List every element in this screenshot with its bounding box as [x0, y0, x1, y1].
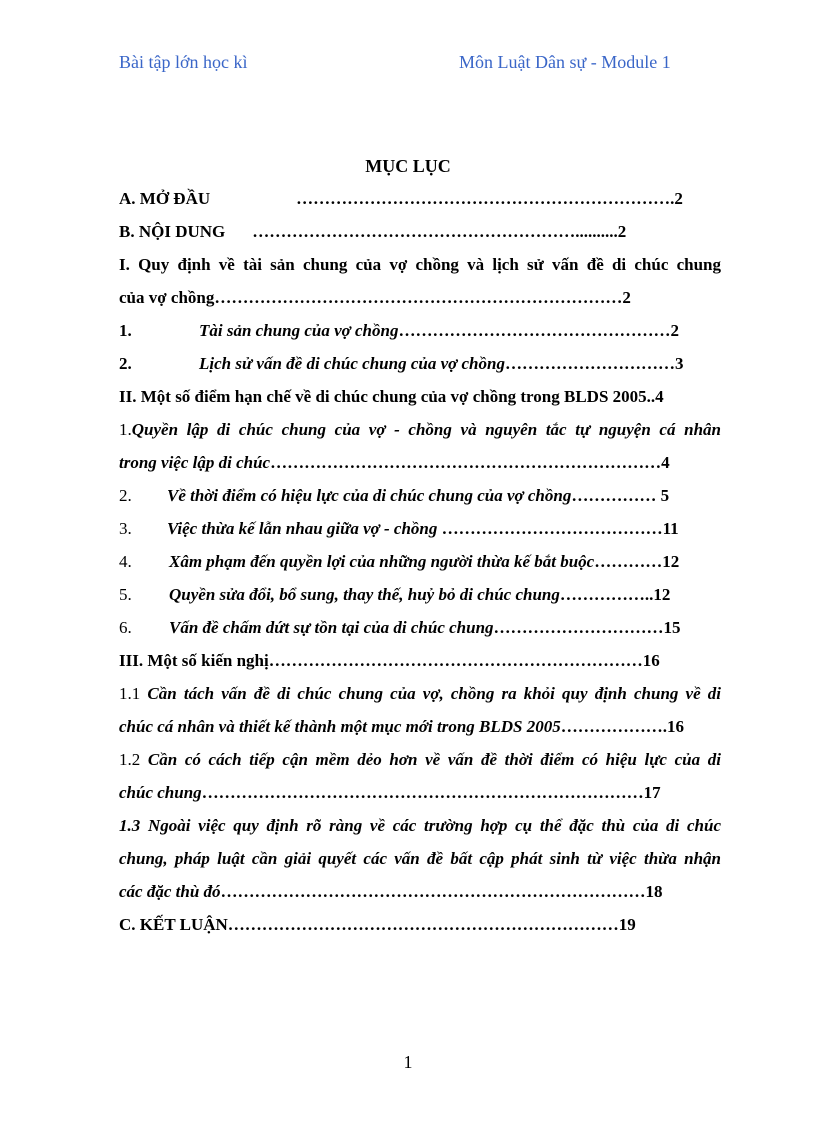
toc-page: 2 [622, 288, 631, 307]
toc-dots: ………………………………………………………………… [220, 882, 646, 901]
page-title: MỤC LỤC [365, 156, 451, 176]
toc-text: Xâm phạm đến quyền lợi của những người thừa kế bắt buộc [169, 552, 595, 571]
toc-page: 16 [642, 651, 660, 670]
toc-dots: …………………………………………………………… [227, 915, 619, 934]
toc-page: 5 [660, 486, 670, 505]
toc-dots: ………………………………… [441, 519, 663, 538]
toc-text: Quyền sửa đổi, bổ sung, thay thế, huỷ bỏ di chúc chung [169, 585, 560, 604]
toc-page: 11 [662, 519, 679, 538]
toc-num: 2. [119, 354, 132, 373]
toc-num: 6. [119, 618, 132, 637]
toc-num: 2. [119, 486, 132, 505]
toc-entry-b[interactable] [119, 215, 721, 248]
toc-dots: …………… [571, 486, 657, 505]
toc-page: 2 [617, 222, 627, 241]
toc-page: 15 [663, 618, 681, 637]
toc-dots: …………………………………………………………. [296, 189, 675, 208]
toc-entry-iii[interactable] [119, 644, 721, 677]
toc-num: 1. [119, 420, 132, 439]
header-left: Bài tập lớn học kì [119, 52, 248, 72]
toc-entry-iii-3-line2[interactable] [119, 842, 721, 875]
toc-page: 3 [674, 354, 684, 373]
toc-entry-ii-6[interactable] [119, 611, 721, 644]
toc-text: Lịch sử vấn đề di chúc chung của vợ chồng [199, 354, 505, 373]
toc-entry-ii[interactable] [119, 380, 721, 413]
toc-page: 2 [670, 321, 679, 340]
toc-text: Cần có cách tiếp cận mềm dẻo hơn về vấn đề thời điểm có hiệu lực của di [147, 750, 721, 769]
toc-label: A. MỞ ĐẦU [119, 189, 211, 208]
table-of-contents [119, 182, 721, 941]
toc-page: 4 [661, 453, 670, 472]
toc-num: 3. [119, 519, 132, 538]
toc-dots: …………………………………………………………………… [201, 783, 644, 802]
toc-entry-iii-3-line1[interactable] [119, 809, 721, 842]
toc-label: C. KẾT LUẬN [119, 915, 228, 934]
toc-text: chúc cá nhân và thiết kế thành một mục mới trong BLDS 2005 [119, 717, 561, 736]
toc-entry-ii-5[interactable] [119, 578, 721, 611]
toc-num: 1.2 [119, 750, 141, 769]
toc-dots: ………………………………………… [398, 321, 671, 340]
toc-label: B. NỘI DUNG [119, 222, 226, 241]
toc-text: II. Một số điểm hạn chế về di chúc chung của vợ chồng trong BLDS 2005..4 [119, 387, 664, 406]
toc-text: trong việc lập di chúc [119, 453, 271, 472]
toc-entry-iii-2-line1[interactable] [119, 743, 721, 776]
toc-page: 12 [653, 585, 671, 604]
header-right: Môn Luật Dân sự - Module 1 [459, 52, 671, 72]
toc-dots: ………… [594, 552, 663, 571]
toc-entry-ii-2[interactable] [119, 479, 721, 512]
toc-text: I. Quy định về tài sản chung của vợ chồng và lịch sử vấn đề di chúc chung [119, 255, 721, 274]
page-number: 1 [403, 1052, 413, 1072]
toc-entry-i-line2[interactable] [119, 281, 721, 314]
toc-num: 1.1 [119, 684, 141, 703]
toc-page: 12 [662, 552, 680, 571]
toc-label: III. Một số kiến nghị [119, 651, 269, 670]
toc-entry-i-line1[interactable] [119, 248, 721, 281]
toc-page: 18 [645, 882, 663, 901]
toc-text: các đặc thù đó [119, 882, 221, 901]
toc-text: chung, pháp luật cần giải quyết các vấn đề bất cập phát sinh từ việc thừa nhận [119, 849, 721, 868]
toc-entry-iii-3-line3[interactable] [119, 875, 721, 908]
toc-num: 1. [119, 321, 132, 340]
toc-text: Cần tách vấn đề di chúc chung của vợ, chồng ra khỏi quy định chung về di [147, 684, 721, 703]
toc-text: của vợ chồng [119, 288, 215, 307]
toc-text: Việc thừa kế lẫn nhau giữa vợ - chồng [167, 519, 438, 538]
toc-num: 5. [119, 585, 132, 604]
toc-entry-ii-4[interactable] [119, 545, 721, 578]
toc-entry-iii-2-line2[interactable] [119, 776, 721, 809]
toc-entry-i-2[interactable] [119, 347, 721, 380]
toc-text: Vấn đề chấm dứt sự tồn tại của di chúc chung [169, 618, 494, 637]
toc-dots: ………………………………………………………… [268, 651, 643, 670]
toc-entry-ii-1-line2[interactable] [119, 446, 721, 479]
toc-entry-ii-1-line1[interactable] [119, 413, 721, 446]
toc-text: Quyền lập di chúc chung của vợ - chồng và nguyên tắc tự nguyện cá nhân [131, 420, 721, 439]
toc-page: 16 [667, 717, 684, 736]
toc-text: Về thời điểm có hiệu lực của di chúc chung của vợ chồng [167, 486, 572, 505]
toc-dots: ………………. [560, 717, 667, 736]
toc-dots: ………………………… [493, 618, 664, 637]
toc-dots: ………………………………………………….......... [252, 222, 618, 241]
toc-text: chúc chung [119, 783, 202, 802]
toc-entry-ii-3[interactable] [119, 512, 721, 545]
toc-entry-iii-1-line1[interactable] [119, 677, 721, 710]
toc-text: 1.3 Ngoài việc quy định rõ ràng về các trường hợp cụ thể đặc thù của di chúc [119, 816, 721, 835]
toc-entry-i-1[interactable] [119, 314, 721, 347]
toc-dots: ……………………………………………………………… [214, 288, 623, 307]
toc-dots: …………….. [559, 585, 654, 604]
toc-dots: ………………………… [504, 354, 675, 373]
toc-text: Tài sản chung của vợ chồng [199, 321, 399, 340]
toc-dots: …………………………………………………………… [270, 453, 662, 472]
toc-page: 2 [674, 189, 683, 208]
toc-num: 4. [119, 552, 132, 571]
toc-entry-c[interactable] [119, 908, 721, 941]
toc-entry-iii-1-line2[interactable] [119, 710, 721, 743]
toc-page: 17 [643, 783, 661, 802]
toc-entry-a[interactable] [119, 182, 721, 215]
toc-page: 19 [618, 915, 636, 934]
